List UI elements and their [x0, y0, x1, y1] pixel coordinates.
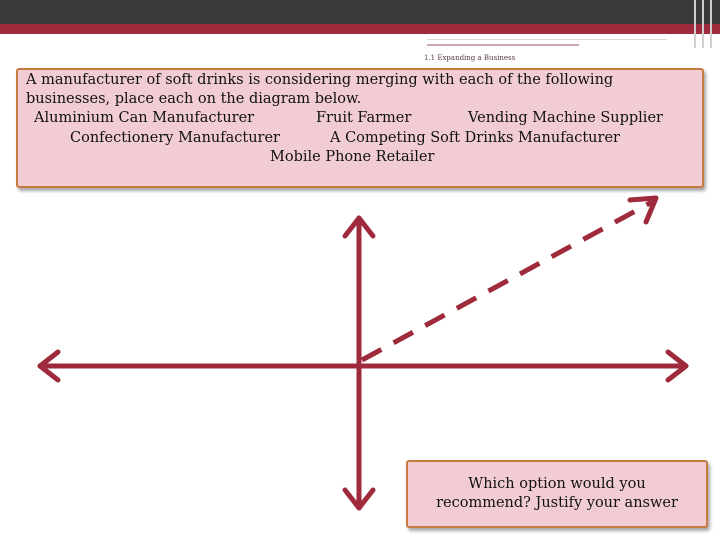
dashed-diagonal-arrow [362, 202, 652, 360]
question-line-1: A manufacturer of soft drinks is considering merging with each of the following [26, 72, 614, 88]
slide-subtitle: 1.1 Expanding a Business [424, 54, 516, 62]
option-aluminium-can: Aluminium Can Manufacturer [34, 110, 255, 126]
option-mobile-phone: Mobile Phone Retailer [270, 149, 435, 165]
dashed-diagonal-arrowhead [630, 198, 656, 222]
recommendation-box [406, 460, 708, 528]
option-vending-machine: Vending Machine Supplier [468, 110, 663, 126]
recommendation-line-1: Which option would you [468, 476, 646, 492]
option-confectionery: Confectionery Manufacturer [70, 130, 280, 146]
option-fruit-farmer: Fruit Farmer [316, 110, 412, 126]
recommendation-line-2: recommend? Justify your answer [436, 495, 678, 511]
question-line-2: businesses, place each on the diagram below. [26, 91, 362, 107]
option-competing-soft-drinks: A Competing Soft Drinks Manufacturer [330, 130, 620, 146]
